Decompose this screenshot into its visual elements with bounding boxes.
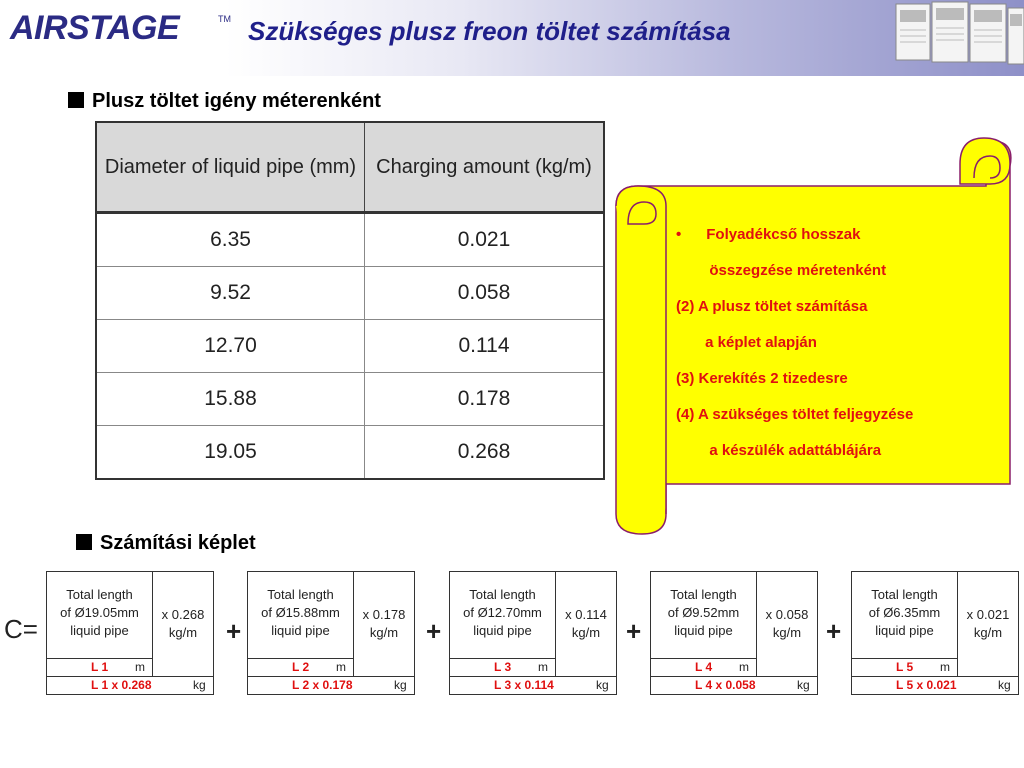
charging-table (95, 121, 605, 480)
box-line: Total length (66, 587, 133, 602)
amount-cell: 0.058 (365, 267, 605, 320)
rate-unit: kg/m (973, 625, 1003, 640)
length-row (248, 658, 354, 676)
box-rate (153, 572, 213, 676)
diameter-cell: 9.52 (96, 267, 365, 320)
result-expression: L 3 x 0.114 (494, 678, 554, 692)
logo-tm: TM (218, 14, 231, 24)
airstage-logo (10, 8, 231, 48)
result-expression: L 2 x 0.178 (292, 678, 353, 692)
section-heading-formula (76, 532, 256, 555)
step-line: összegzése méretenként (676, 262, 887, 279)
rate-unit: kg/m (772, 625, 802, 640)
rate-value: x 0.268 (161, 607, 205, 622)
formula-box (247, 571, 415, 695)
step-line: (4) A szükséges töltet feljegyzése (676, 406, 914, 423)
formula-box (449, 571, 617, 695)
rate-unit: kg/m (571, 625, 601, 640)
box-line: of Ø6.35mm (868, 605, 941, 620)
result-expression: L 5 x 0.021 (896, 678, 957, 692)
box-rate (757, 572, 817, 676)
result-row (450, 676, 616, 694)
result-row (852, 676, 1018, 694)
length-row (47, 658, 153, 676)
meter-unit: m (336, 660, 346, 674)
rate-value: x 0.058 (765, 607, 809, 622)
kg-unit: kg (998, 678, 1011, 692)
length-row (852, 658, 958, 676)
plus-sign: + (626, 616, 642, 646)
box-rate (354, 572, 414, 676)
diameter-cell: 6.35 (96, 213, 365, 267)
rate-value: x 0.178 (362, 607, 406, 622)
box-line: Total length (267, 587, 334, 602)
result-expression: L 1 x 0.268 (91, 678, 152, 692)
kg-unit: kg (394, 678, 407, 692)
outdoor-units-image (890, 0, 1024, 70)
box-description (651, 572, 757, 658)
square-bullet-icon (76, 534, 92, 550)
box-description (852, 572, 958, 658)
amount-cell: 0.178 (365, 373, 605, 426)
kg-unit: kg (797, 678, 810, 692)
rate-value: x 0.021 (966, 607, 1010, 622)
table-row (96, 267, 604, 320)
diameter-cell: 12.70 (96, 320, 365, 373)
kg-unit: kg (193, 678, 206, 692)
result-row (47, 676, 213, 694)
step-line: (3) Kerekítés 2 tizedesre (676, 370, 848, 387)
box-line: Total length (871, 587, 938, 602)
step-line: a képlet alapján (676, 334, 817, 351)
rate-value: x 0.114 (565, 607, 607, 622)
length-name: L 3 (494, 660, 512, 674)
header-band (0, 0, 1024, 76)
diameter-cell: 15.88 (96, 373, 365, 426)
box-description (248, 572, 354, 658)
amount-cell: 0.268 (365, 426, 605, 480)
plus-sign: + (426, 616, 442, 646)
meter-unit: m (940, 660, 950, 674)
box-line: of Ø15.88mm (261, 605, 340, 620)
amount-cell: 0.021 (365, 213, 605, 267)
box-line: liquid pipe (271, 623, 330, 638)
table-row (96, 426, 604, 480)
result-expression: L 4 x 0.058 (695, 678, 756, 692)
section-heading-text: Számítási képlet (100, 532, 256, 554)
meter-unit: m (135, 660, 145, 674)
length-name: L 2 (292, 660, 310, 674)
box-line: of Ø9.52mm (667, 605, 740, 620)
page-title: Szükséges plusz freon töltet számítása (248, 16, 731, 46)
header-charging-amount: Charging amount (kg/m) (365, 122, 605, 213)
box-rate (958, 572, 1018, 676)
result-row (248, 676, 414, 694)
section-heading-per-meter (68, 90, 381, 113)
diameter-cell: 19.05 (96, 426, 365, 480)
box-description (450, 572, 556, 658)
box-line: liquid pipe (70, 623, 129, 638)
box-line: of Ø12.70mm (463, 605, 542, 620)
step-line: a készülék adattáblájára (676, 442, 882, 459)
meter-unit: m (538, 660, 548, 674)
box-line: of Ø19.05mm (60, 605, 139, 620)
rate-unit: kg/m (168, 625, 198, 640)
formula-box (650, 571, 818, 695)
length-name: L 1 (91, 660, 109, 674)
formula-box (851, 571, 1019, 695)
table-row (96, 373, 604, 426)
formula-c-label: C= (4, 614, 38, 644)
box-line: liquid pipe (473, 623, 532, 638)
box-line: Total length (670, 587, 737, 602)
meter-unit: m (739, 660, 749, 674)
header-diameter: Diameter of liquid pipe (mm) (96, 122, 365, 213)
plus-sign: + (826, 616, 842, 646)
kg-unit: kg (596, 678, 609, 692)
box-rate (556, 572, 616, 676)
box-line: liquid pipe (875, 623, 934, 638)
plus-sign: + (226, 616, 242, 646)
length-row (651, 658, 757, 676)
rate-unit: kg/m (369, 625, 399, 640)
box-description (47, 572, 153, 658)
length-name: L 4 (695, 660, 713, 674)
amount-cell: 0.114 (365, 320, 605, 373)
table-row (96, 213, 604, 267)
length-row (450, 658, 556, 676)
table-row (96, 320, 604, 373)
step-line: • Folyadékcső hosszak (676, 226, 861, 243)
box-line: liquid pipe (674, 623, 733, 638)
square-bullet-icon (68, 92, 84, 108)
step-line: (2) A plusz töltet számítása (676, 298, 868, 315)
length-name: L 5 (896, 660, 914, 674)
logo-text: AIRSTAGE (10, 9, 180, 47)
formula-box (46, 571, 214, 695)
result-row (651, 676, 817, 694)
table-header-row (96, 122, 604, 213)
box-line: Total length (469, 587, 536, 602)
scroll-steps (676, 217, 1006, 469)
section-heading-text: Plusz töltet igény méterenként (92, 90, 381, 112)
